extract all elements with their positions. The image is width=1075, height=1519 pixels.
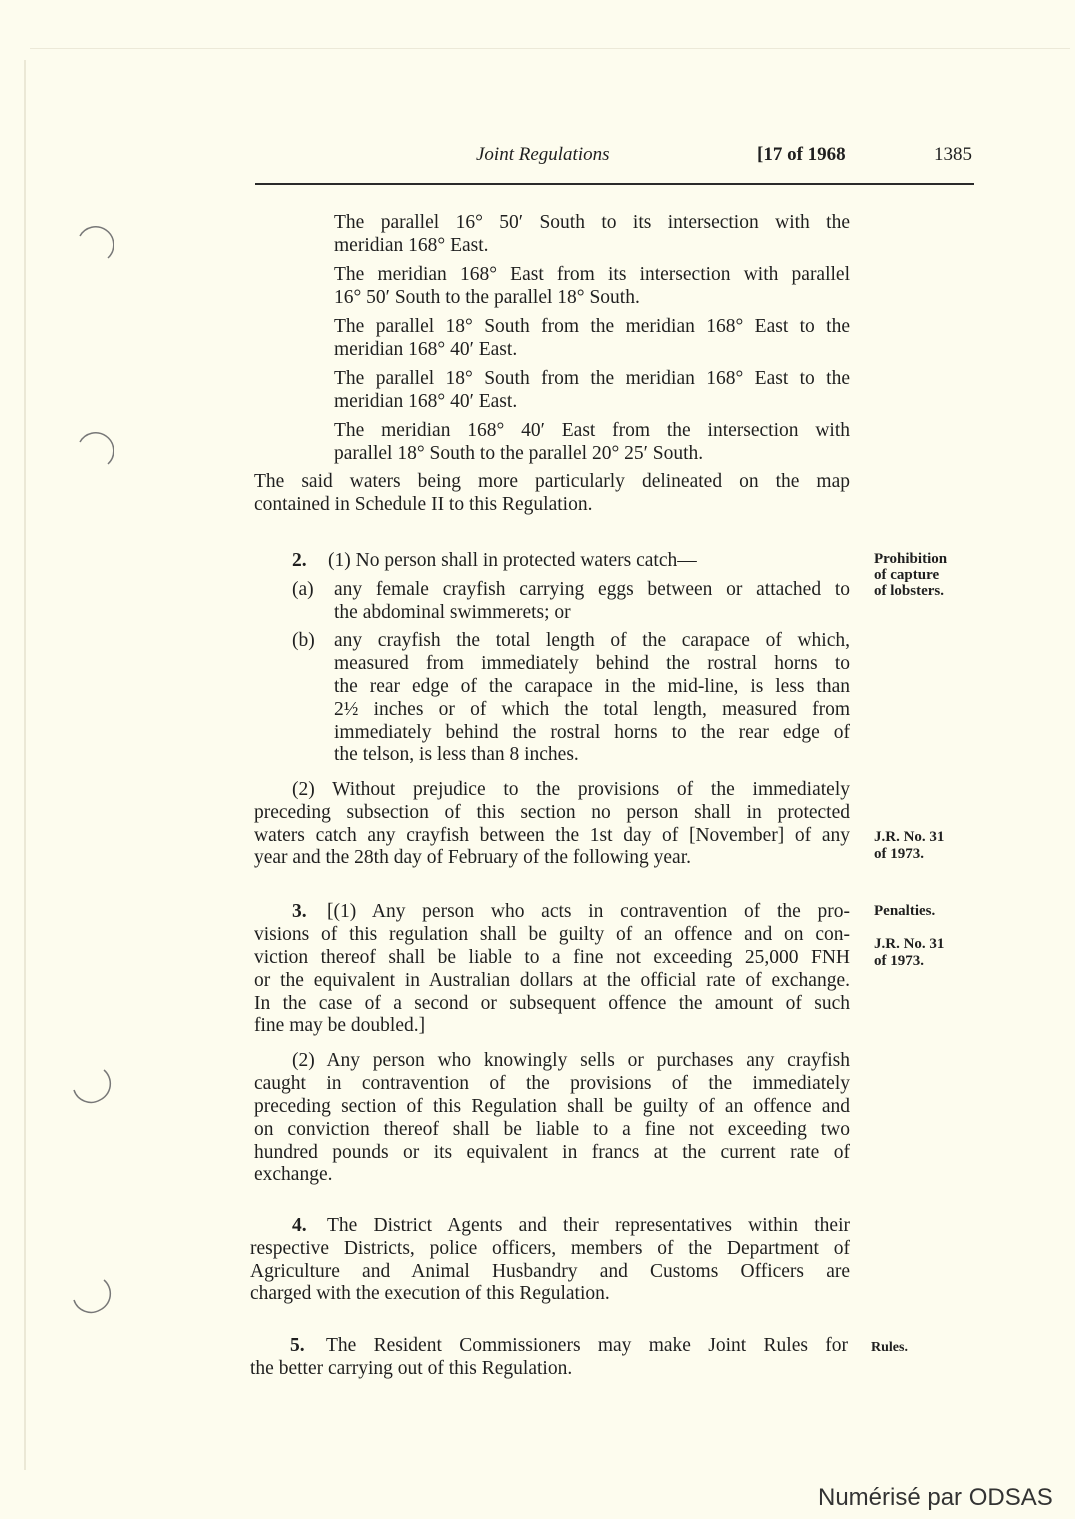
para-b-line-2: measured from immediately behind the rostral horns to: [334, 653, 850, 674]
s3-sub2-line-2: caught in contravention of the provisions of the immediately: [254, 1073, 850, 1094]
punch-hole-2: [70, 424, 114, 472]
s2-sub2-line-3: waters catch any crayfish between the 1st day of [November] of any: [254, 825, 850, 846]
boundary-4-line-2: meridian 168° 40′ East.: [334, 391, 518, 412]
margin-jr-1-line-1: J.R. No. 31: [874, 829, 945, 845]
boundary-1-line-1: The parallel 16° 50′ South to its intersection with the: [334, 212, 850, 233]
boundary-4-line-1: The parallel 18° South from the meridian 168° East to the: [334, 368, 850, 389]
s4-line-4: charged with the execution of this Regulation.: [250, 1283, 610, 1304]
para-a-line-2: the abdominal swimmerets; or: [334, 602, 571, 623]
s3-sub1-line-4: or the equivalent in Australian dollars at the official rate of exchange.: [254, 970, 850, 991]
margin-jr-2-line-2: of 1973.: [874, 953, 924, 969]
margin-prohibition-line-1: Prohibition: [874, 551, 948, 567]
margin-prohibition-line-3: of lobsters.: [874, 583, 944, 599]
punch-hole-4: [68, 1270, 112, 1318]
para-b-line-3: the rear edge of the carapace in the mid-line, is less than: [334, 676, 850, 697]
s3-sub2-line-6: exchange.: [254, 1164, 333, 1185]
boundary-1-line-2: meridian 168° East.: [334, 235, 489, 256]
page-top-edge: [30, 48, 1070, 49]
digitization-watermark: Numérisé par ODSAS: [818, 1484, 1053, 1511]
boundary-3-line-1: The parallel 18° South from the meridian 168° East to the: [334, 316, 850, 337]
page-left-edge: [24, 60, 26, 1470]
para-a-label: (a): [292, 579, 314, 600]
running-title: Joint Regulations: [476, 144, 610, 165]
para-a-line-1: any female crayfish carrying eggs between or attached to: [334, 579, 850, 600]
s2-sub2-line-2: preceding subsection of this section no person shall in protected: [254, 802, 850, 823]
s2-sub2-line-1: (2) Without prejudice to the provisions of the immediately: [292, 779, 850, 800]
boundary-3-line-2: meridian 168° 40′ East.: [334, 339, 518, 360]
act-reference: [17 of 1968: [757, 144, 846, 165]
margin-penalties: Penalties.: [874, 903, 936, 919]
s3-sub2-line-4: on conviction thereof shall be liable to a fine not exceeding two: [254, 1119, 850, 1140]
margin-jr-1-line-2: of 1973.: [874, 846, 924, 862]
s3-sub1-line-6: fine may be doubled.]: [254, 1015, 426, 1036]
page-number: 1385: [934, 144, 972, 165]
s4-line-1: The District Agents and their representatives within their: [327, 1215, 850, 1236]
section-2-number: 2.: [292, 550, 307, 571]
s5-line-2: the better carrying out of this Regulation.: [250, 1358, 573, 1379]
para-b-label: (b): [292, 630, 315, 651]
s4-line-2: respective Districts, police officers, members of the Department of: [250, 1238, 850, 1259]
margin-prohibition-line-2: of capture: [874, 567, 940, 583]
s3-sub1-line-5: In the case of a second or subsequent offence the amount of such: [254, 993, 850, 1014]
s3-sub1-line-3: viction thereof shall be liable to a fine not exceeding 25,000 FNH: [254, 947, 850, 968]
margin-jr-2-line-1: J.R. No. 31: [874, 936, 945, 952]
section-3-number: 3.: [292, 901, 307, 922]
punch-hole-3: [68, 1060, 112, 1108]
header-rule: [255, 183, 974, 185]
s3-sub2-line-5: hundred pounds or its equivalent in francs at the current rate of: [254, 1142, 850, 1163]
s3-sub2-line-1: (2) Any person who knowingly sells or purchases any crayfish: [292, 1050, 850, 1071]
para-b-line-5: immediately behind the rostral horns to the rear edge of: [334, 722, 850, 743]
margin-rules: Rules.: [871, 1340, 908, 1355]
s3-sub1-line-1: [(1) Any person who acts in contravention of the pro-: [327, 901, 850, 922]
para-b-line-1: any crayfish the total length of the carapace of which,: [334, 630, 850, 651]
section-4-number: 4.: [292, 1215, 307, 1236]
section-2-intro: (1) No person shall in protected waters catch—: [328, 550, 697, 571]
boundary-5-line-1: The meridian 168° 40′ East from the intersection with: [334, 420, 850, 441]
section-5-number: 5.: [290, 1335, 305, 1356]
para-b-line-4: 2½ inches or of which the total length, measured from: [334, 699, 850, 720]
s4-line-3: Agriculture and Animal Husbandry and Customs Officers are: [250, 1261, 850, 1282]
s5-line-1: The Resident Commissioners may make Joint Rules for: [326, 1335, 848, 1356]
boundary-5-line-2: parallel 18° South to the parallel 20° 25′ South.: [334, 443, 704, 464]
boundary-2-line-1: The meridian 168° East from its intersection with parallel: [334, 264, 850, 285]
s3-sub1-line-2: visions of this regulation shall be guilty of an offence and on con-: [254, 924, 850, 945]
punch-hole-1: [70, 218, 114, 266]
s2-sub2-line-4: year and the 28th day of February of the following year.: [254, 847, 691, 868]
para-b-line-6: the telson, is less than 8 inches.: [334, 744, 579, 765]
said-waters-line-1: The said waters being more particularly delineated on the map: [254, 471, 850, 492]
boundary-2-line-2: 16° 50′ South to the parallel 18° South.: [334, 287, 640, 308]
said-waters-line-2: contained in Schedule II to this Regulation.: [254, 494, 593, 515]
s3-sub2-line-3: preceding section of this Regulation shall be guilty of an offence and: [254, 1096, 850, 1117]
